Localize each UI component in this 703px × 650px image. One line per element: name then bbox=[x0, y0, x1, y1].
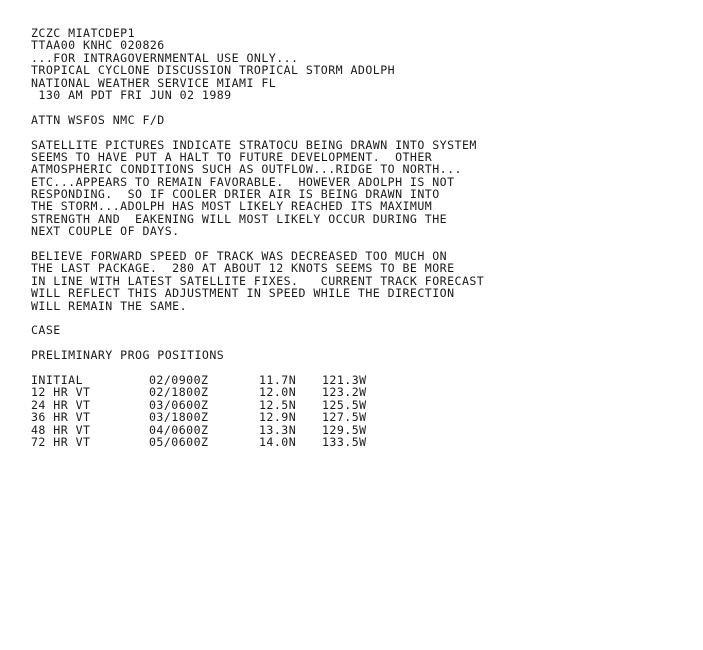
forecast-label: 72 HR VT bbox=[31, 434, 91, 449]
forecast-time: 02/0900Z bbox=[149, 372, 209, 387]
paragraph-line: WILL REMAIN THE SAME. bbox=[31, 298, 188, 313]
paragraph-line: BELIEVE FORWARD SPEED OF TRACK WAS DECREASED TOO MUCH ON bbox=[31, 249, 448, 264]
forecast-longitude: 121.3W bbox=[322, 372, 367, 387]
forecast-label: 24 HR VT bbox=[31, 397, 91, 412]
paragraph-line: THE LAST PACKAGE. 280 AT ABOUT 12 KNOTS SEEMS TO BE MORE bbox=[31, 261, 455, 276]
forecast-label: 36 HR VT bbox=[31, 410, 91, 425]
forecast-longitude: 125.5W bbox=[322, 397, 367, 412]
header-line: ...FOR INTRAGOVERNMENTAL USE ONLY... bbox=[31, 50, 299, 65]
table-row bbox=[31, 436, 691, 448]
forecast-latitude: 14.0N bbox=[259, 434, 297, 449]
prog-positions-table bbox=[31, 374, 691, 448]
forecast-label: 12 HR VT bbox=[31, 385, 91, 400]
paragraph-line: STRENGTH AND EAKENING WILL MOST LIKELY OCCUR DURING THE bbox=[31, 211, 448, 226]
forecast-longitude: 129.5W bbox=[322, 422, 367, 437]
case-label: CASE bbox=[31, 323, 61, 338]
paragraph-line: IN LINE WITH LATEST SATELLITE FIXES. CURRENT TRACK FORECAST bbox=[31, 273, 485, 288]
paragraph-line: ETC...APPEARS TO REMAIN FAVORABLE. HOWEVER ADOLPH IS NOT bbox=[31, 174, 455, 189]
forecast-label: INITIAL bbox=[31, 372, 84, 387]
forecast-time: 05/0600Z bbox=[149, 434, 209, 449]
header-block bbox=[31, 27, 691, 101]
attn-line: ATTN WSFOS NMC F/D bbox=[31, 112, 165, 127]
forecast-time: 04/0600Z bbox=[149, 422, 209, 437]
forecast-time: 03/0600Z bbox=[149, 397, 209, 412]
forecast-label: 48 HR VT bbox=[31, 422, 91, 437]
table-row bbox=[31, 411, 691, 423]
forecast-longitude: 127.5W bbox=[322, 410, 367, 425]
forecast-longitude: 123.2W bbox=[322, 385, 367, 400]
forecast-latitude: 11.7N bbox=[259, 372, 297, 387]
prog-title: PRELIMINARY PROG POSITIONS bbox=[31, 348, 225, 363]
forecast-latitude: 12.0N bbox=[259, 385, 297, 400]
forecast-longitude: 133.5W bbox=[322, 434, 367, 449]
paragraph-line: RESPONDING. SO IF COOLER DRIER AIR IS BEING DRAWN INTO bbox=[31, 187, 440, 202]
header-line: NATIONAL WEATHER SERVICE MIAMI FL bbox=[31, 75, 277, 90]
forecast-time: 03/1800Z bbox=[149, 410, 209, 425]
discussion-paragraph-2 bbox=[31, 250, 691, 312]
paragraph-line: THE STORM...ADOLPH HAS MOST LIKELY REACHED ITS MAXIMUM bbox=[31, 199, 433, 214]
header-line: 130 AM PDT FRI JUN 02 1989 bbox=[31, 87, 232, 102]
header-line: TROPICAL CYCLONE DISCUSSION TROPICAL STORM ADOLPH bbox=[31, 63, 396, 78]
header-line: TTAA00 KNHC 020826 bbox=[31, 38, 165, 53]
paragraph-line: NEXT COUPLE OF DAYS. bbox=[31, 224, 180, 239]
forecast-time: 02/1800Z bbox=[149, 385, 209, 400]
discussion-paragraph-1 bbox=[31, 139, 691, 238]
paragraph-line: ATMOSPHERIC CONDITIONS SUCH AS OUTFLOW...RIDGE TO NORTH... bbox=[31, 162, 462, 177]
paragraph-line: SATELLITE PICTURES INDICATE STRATOCU BEING DRAWN INTO SYSTEM bbox=[31, 137, 477, 152]
forecast-latitude: 12.5N bbox=[259, 397, 297, 412]
forecast-latitude: 13.3N bbox=[259, 422, 297, 437]
paragraph-line: WILL REFLECT THIS ADJUSTMENT IN SPEED WHILE THE DIRECTION bbox=[31, 286, 455, 301]
table-row bbox=[31, 386, 691, 398]
header-line: ZCZC MIATCDEP1 bbox=[31, 26, 136, 40]
teletype-document bbox=[31, 27, 691, 448]
paragraph-line: SEEMS TO HAVE PUT A HALT TO FUTURE DEVELOPMENT. OTHER bbox=[31, 149, 433, 164]
forecast-latitude: 12.9N bbox=[259, 410, 297, 425]
